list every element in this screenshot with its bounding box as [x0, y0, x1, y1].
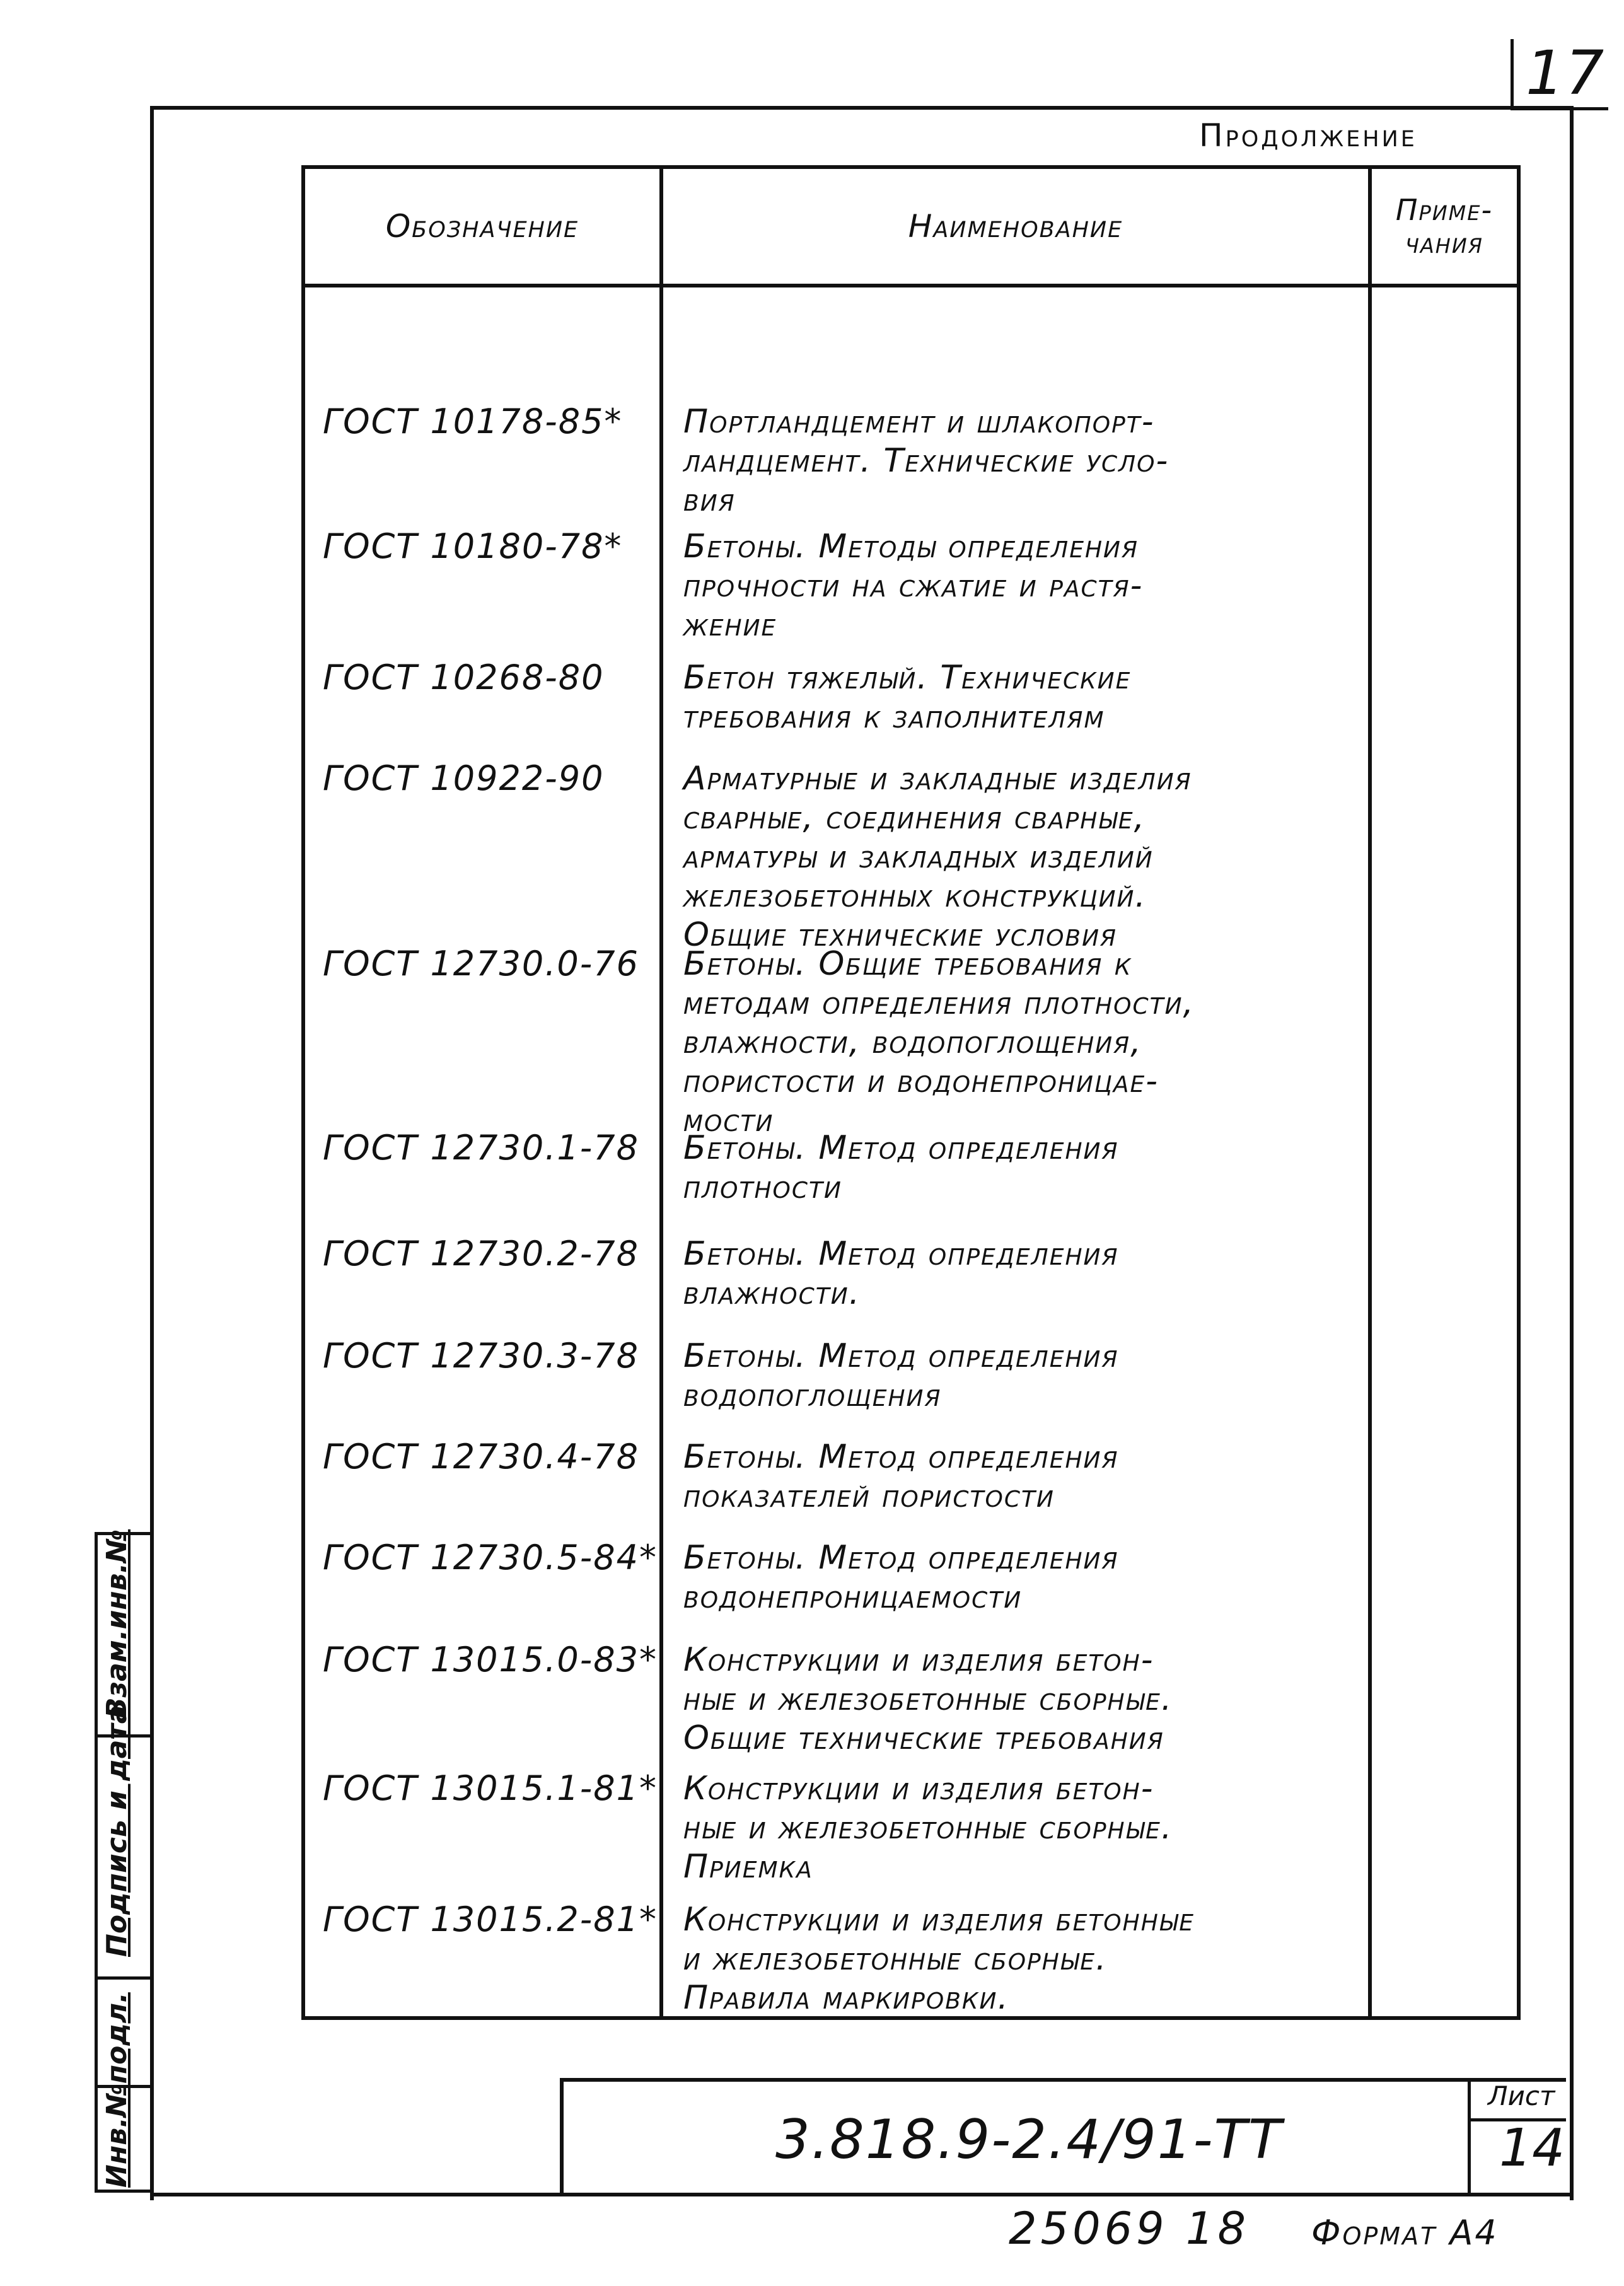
- header-designation: Обозначение: [385, 208, 579, 245]
- row-designation: ГОСТ 13015.2-81*: [323, 1900, 658, 1939]
- header-divider: [305, 284, 1517, 287]
- row-designation: ГОСТ 13015.0-83*: [323, 1640, 658, 1680]
- row-designation: ГОСТ 12730.4-78: [323, 1437, 639, 1477]
- row-name: Бетоны. Метод определения показателей пористости: [683, 1438, 1119, 1515]
- header-name: Наименование: [908, 208, 1123, 245]
- row-designation: ГОСТ 12730.1-78: [323, 1128, 639, 1168]
- archive-number: 25069 18: [1009, 2203, 1250, 2254]
- document-code: 3.818.9-2.4/91-ТТ: [775, 2108, 1283, 2171]
- paper-format: Формат А4: [1311, 2213, 1499, 2253]
- stamp-inv-podl: Инв.№подл.: [101, 1992, 133, 2188]
- row-designation: ГОСТ 10180-78*: [323, 526, 623, 566]
- row-designation: ГОСТ 10922-90: [323, 758, 605, 798]
- row-name: Бетоны. Общие требования к методам определения плотности, влажности, водопоглощения, пористости и водонепроницае- мости: [683, 945, 1195, 1139]
- row-name: Бетоны. Методы определения прочности на сжатие и растя- жение: [683, 528, 1144, 644]
- row-designation: ГОСТ 10178-85*: [323, 402, 623, 441]
- row-designation: ГОСТ 12730.2-78: [323, 1234, 639, 1274]
- row-designation: ГОСТ 12730.0-76: [323, 944, 639, 983]
- row-designation: ГОСТ 10268-80: [323, 658, 605, 697]
- stamp-podpis-data: Подпись и дата: [101, 1705, 133, 1957]
- sheet-number: 14: [1499, 2118, 1565, 2178]
- row-name: Конструкции и изделия бетон- ные и железобетонные сборные. Приемка: [683, 1770, 1173, 1886]
- stamp-divider-2: [98, 1976, 153, 1980]
- row-name: Бетоны. Метод определения водонепроницаемости: [683, 1539, 1119, 1616]
- column-divider-1: [659, 169, 663, 2016]
- row-name: Бетоны. Метод определения влажности.: [683, 1235, 1119, 1312]
- row-name: Бетоны. Метод определения водопоглощения: [683, 1337, 1119, 1414]
- row-name: Портландцемент и шлакопорт- ландцемент. Технические усло- вия: [683, 403, 1169, 519]
- row-name: Бетоны. Метод определения плотности: [683, 1129, 1119, 1206]
- title-block-divider-v: [1468, 2082, 1471, 2196]
- row-designation: ГОСТ 12730.5-84*: [323, 1538, 658, 1577]
- row-designation: ГОСТ 12730.3-78: [323, 1336, 639, 1376]
- page-number: 17: [1526, 38, 1606, 108]
- row-name: Конструкции и изделия бетон- ные и железобетонные сборные. Общие технические требования: [683, 1641, 1173, 1757]
- row-name: Бетон тяжелый. Технические требования к заполнителям: [683, 659, 1132, 736]
- row-name: Конструкции и изделия бетонные и железобетонные сборные. Правила маркировки.: [683, 1901, 1195, 2017]
- continuation-label: Продолжение: [1199, 117, 1417, 154]
- row-designation: ГОСТ 13015.1-81*: [323, 1768, 658, 1808]
- stamp-vzam-inv: Взам.инв.№: [101, 1529, 133, 1719]
- column-divider-2: [1368, 169, 1372, 2016]
- sheet-label: Лист: [1488, 2080, 1555, 2111]
- header-notes: Приме- чания: [1395, 193, 1494, 260]
- specification-table: [301, 165, 1521, 2020]
- row-name: Арматурные и закладные изделия сварные, соединения сварные, арматуры и закладных изделий железобетонных конструкций. Общие технические условия: [683, 760, 1192, 954]
